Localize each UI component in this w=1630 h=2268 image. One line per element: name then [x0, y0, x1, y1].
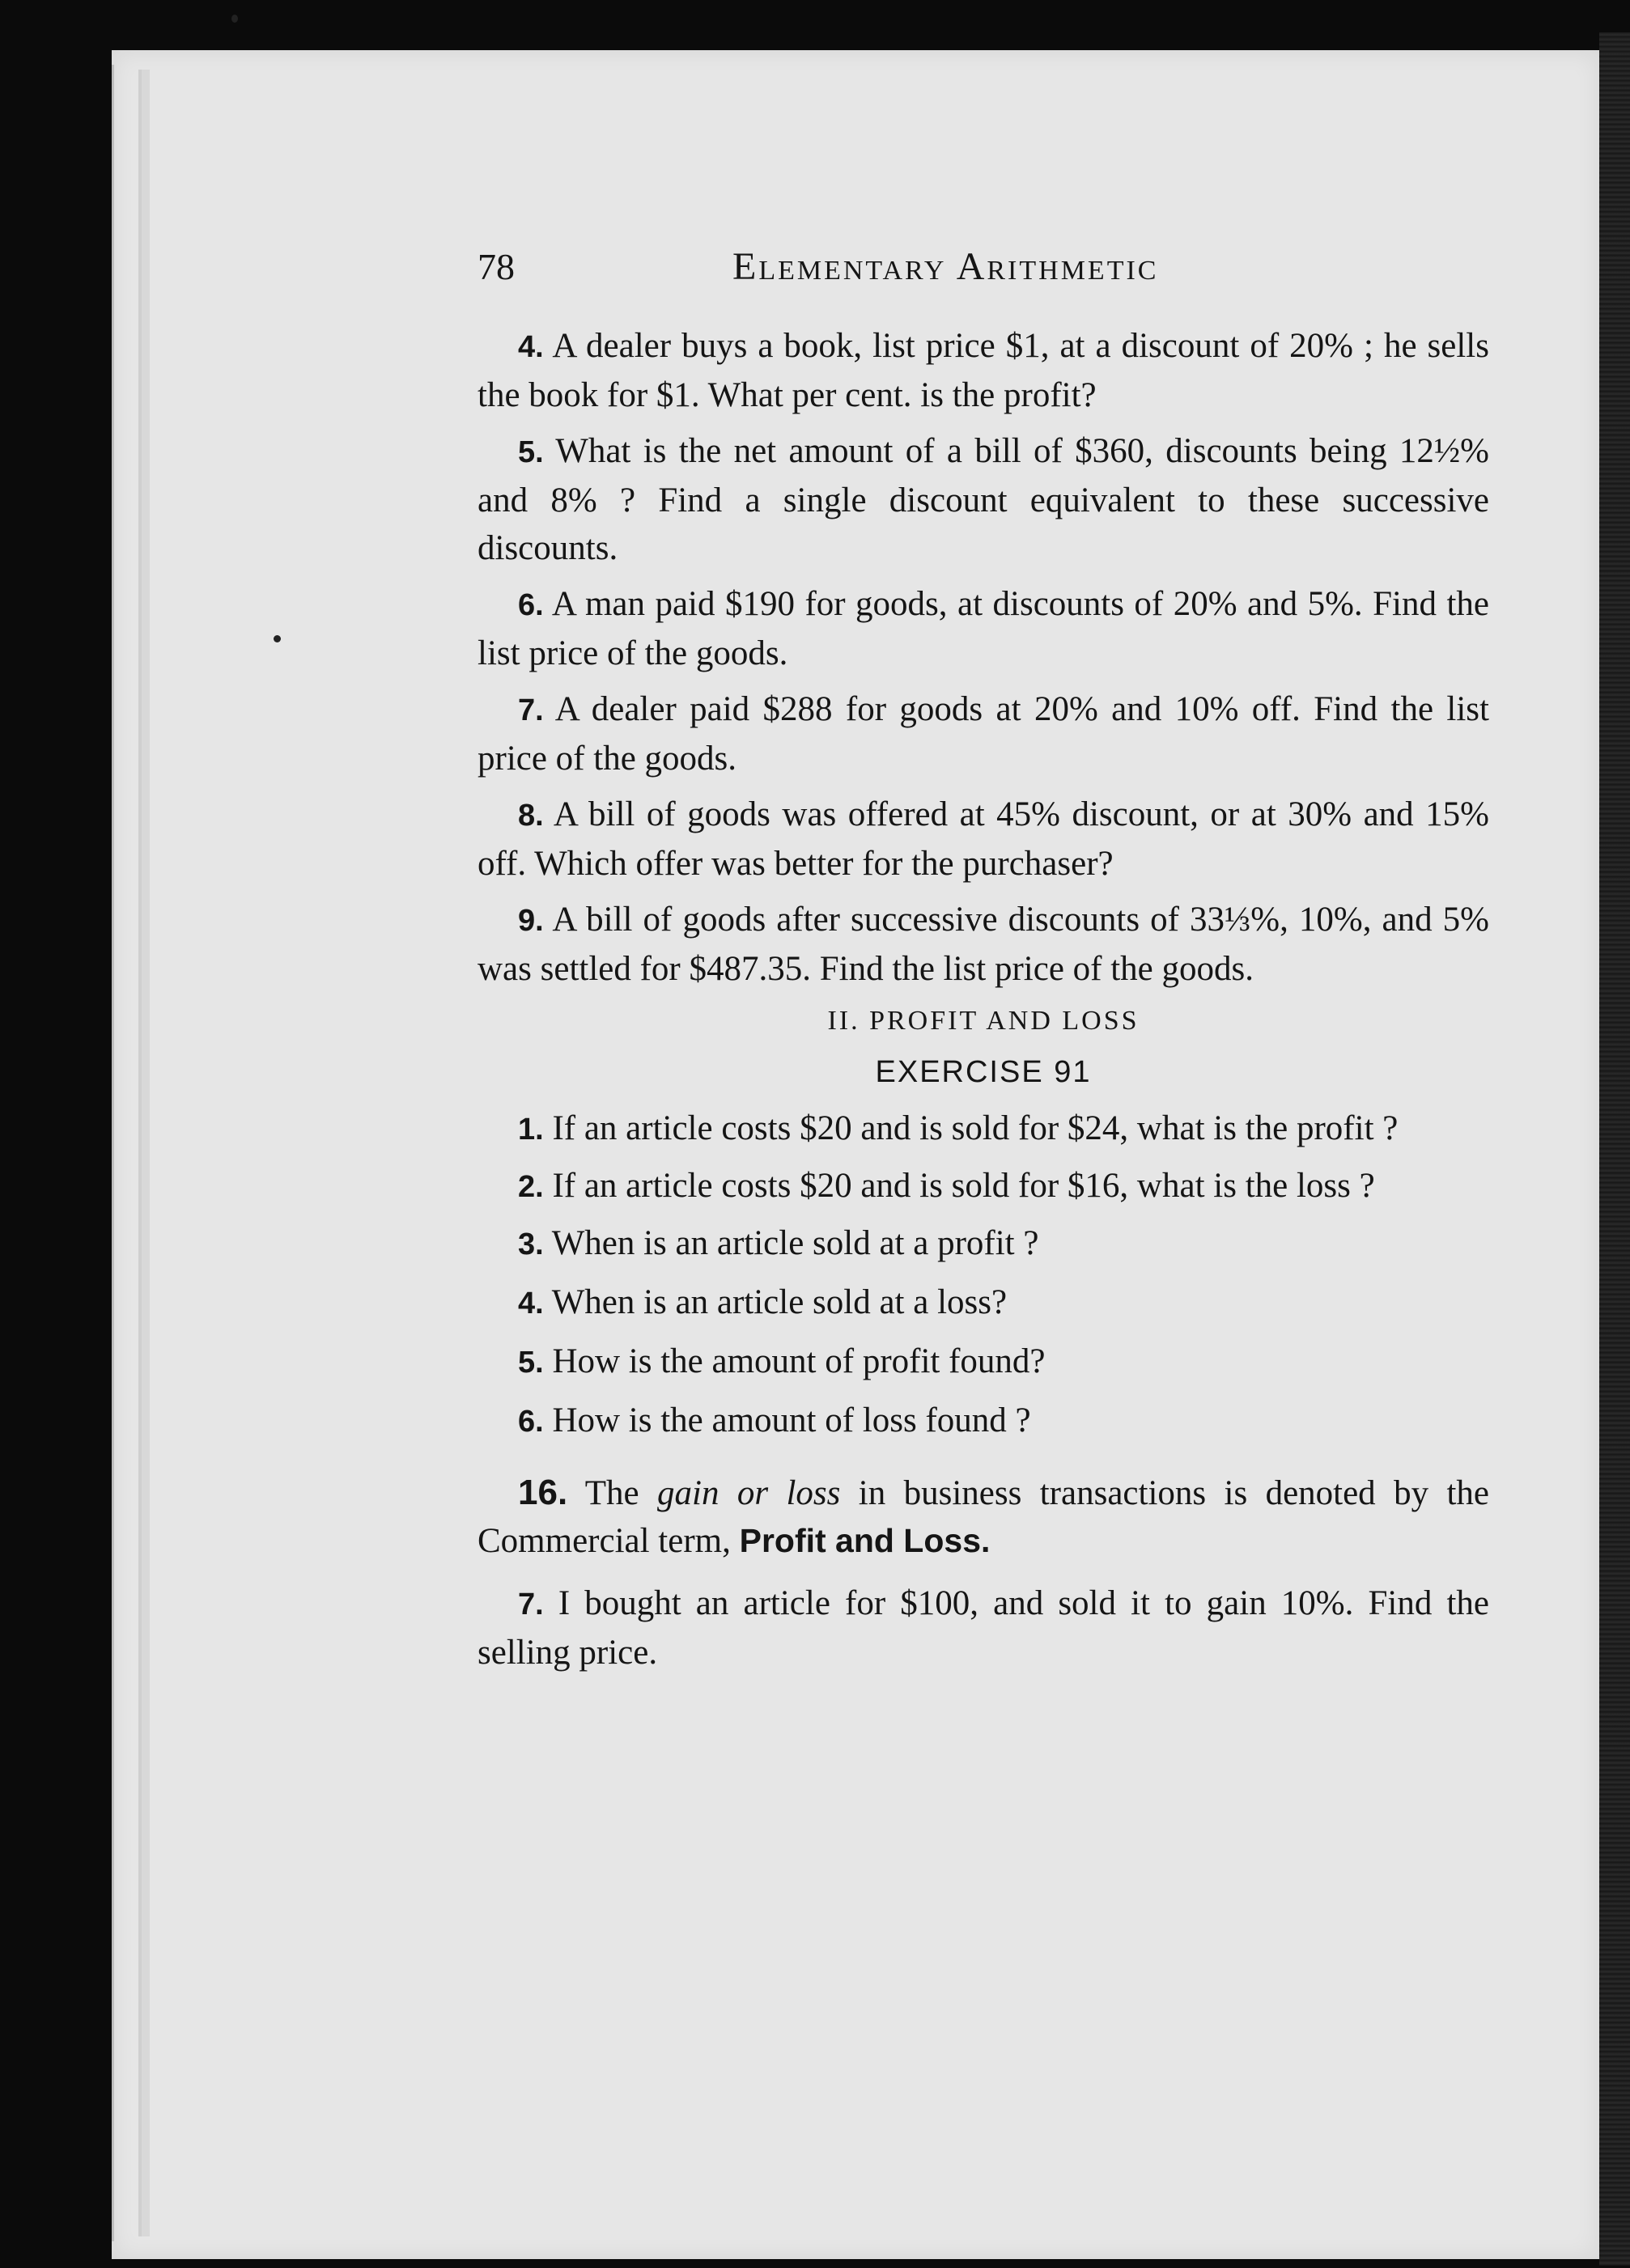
- exercise-question: [478, 1162, 1489, 1211]
- definition-bold-term: Profit and Loss.: [739, 1522, 991, 1559]
- problem-item: [478, 580, 1489, 677]
- problem-number: 7.: [518, 1588, 544, 1622]
- question-text: If an article costs $20 and is sold for $16, what is the loss ?: [552, 1167, 1375, 1205]
- exercise-question: [478, 1337, 1489, 1387]
- question-text: How is the amount of loss found ?: [552, 1401, 1031, 1439]
- question-number: 6.: [518, 1405, 544, 1439]
- problem-item: [478, 685, 1489, 782]
- problem-item: [478, 322, 1489, 419]
- definition-number: 16.: [518, 1473, 568, 1512]
- problem-number: 6.: [518, 588, 544, 622]
- problem-item: [478, 1579, 1489, 1677]
- page-number: 78: [478, 246, 515, 287]
- question-number: 4.: [518, 1287, 544, 1321]
- exercise-question: [478, 1104, 1489, 1154]
- question-number: 1.: [518, 1113, 544, 1147]
- problem-item: [478, 427, 1489, 572]
- exercise-question: [478, 1219, 1489, 1269]
- question-text: When is an article sold at a loss?: [551, 1283, 1008, 1321]
- question-text: When is an article sold at a profit ?: [551, 1224, 1039, 1262]
- problem-number: 5.: [518, 435, 544, 469]
- problem-text: A dealer buys a book, list price $1, at a discount of 20% ; he sells the book for $1. What per cent. is the profit?: [478, 327, 1489, 414]
- problem-number: 8.: [518, 799, 544, 833]
- question-number: 3.: [518, 1227, 544, 1261]
- exercise-question: [478, 1397, 1489, 1446]
- definition-text-pre: The: [584, 1474, 658, 1512]
- scan-speck: [231, 15, 238, 23]
- problem-item: [478, 791, 1489, 888]
- question-text: If an article costs $20 and is sold for $24, what is the profit ?: [552, 1109, 1399, 1147]
- problem-text: I bought an article for $100, and sold it to gain 10%. Find the selling price.: [478, 1584, 1489, 1672]
- question-number: 5.: [518, 1346, 544, 1380]
- definition-text-mid: in business transactions is denoted by the Commercial term,: [478, 1474, 1489, 1560]
- problem-text: A bill of goods was offered at 45% discount, or at 30% and 15% off. Which offer was better for the purchaser?: [478, 795, 1489, 883]
- scan-speck: [274, 635, 281, 642]
- problem-number: 4.: [518, 330, 544, 364]
- question-number: 2.: [518, 1170, 544, 1204]
- running-head: [478, 243, 1489, 299]
- problem-item: [478, 896, 1489, 993]
- page-content: [478, 243, 1489, 1685]
- problem-text: A dealer paid $288 for goods at 20% and 10% off. Find the list price of the goods.: [478, 690, 1489, 778]
- book-title: Elementary Arithmetic: [732, 245, 1159, 288]
- page-edge-right: [1599, 32, 1630, 2266]
- exercise-question: [478, 1278, 1489, 1328]
- problem-text: A man paid $190 for goods, at discounts of 20% and 5%. Find the list price of the goods.: [478, 585, 1489, 672]
- definition-italic-term: gain or loss: [657, 1474, 841, 1512]
- problem-text: What is the net amount of a bill of $360, discounts being 12½% and 8% ? Find a single discount equivalent to these successive discounts.: [478, 432, 1489, 567]
- definition-paragraph: [478, 1469, 1489, 1565]
- exercise-heading: EXERCISE 91: [875, 1055, 1092, 1089]
- section-heading: II. PROFIT AND LOSS: [827, 1006, 1140, 1036]
- page-edge-left: [112, 65, 138, 2241]
- question-text: How is the amount of profit found?: [552, 1342, 1046, 1380]
- problem-number: 7.: [518, 693, 544, 727]
- problem-text: A bill of goods after successive discounts of 33⅓%, 10%, and 5% was settled for $487.35. Find the list price of the goods.: [478, 901, 1489, 988]
- problem-number: 9.: [518, 904, 544, 938]
